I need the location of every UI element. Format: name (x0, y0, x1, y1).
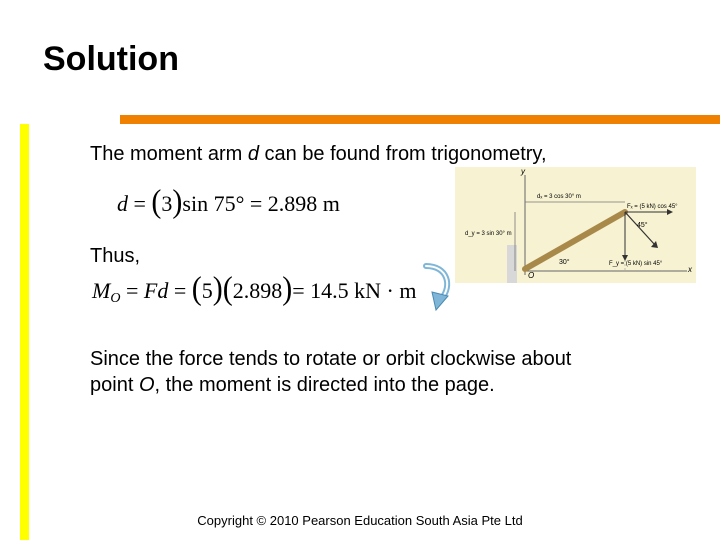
clockwise-rotation-icon (418, 262, 454, 314)
conclusion-l2-after: , the moment is directed into the page. (154, 374, 495, 396)
eq2-lhs: M (92, 278, 111, 303)
force-diagram (455, 167, 696, 283)
side-bar (20, 124, 29, 540)
eq1-value: 3 (161, 191, 173, 216)
conclusion-line-2 (90, 372, 571, 398)
equation-moment-arm: d = (3)sin 75° = 2.898 m (117, 183, 340, 220)
conclusion-l2-before: point (90, 374, 139, 396)
intro-text (90, 141, 547, 167)
diagram-angle-label: 30° (559, 259, 570, 266)
accent-bar (120, 115, 720, 124)
eq2-value-force: 5 (201, 278, 213, 303)
intro-after: can be found from trigonometry, (258, 143, 547, 165)
diagram-angle45-label: 45° (637, 222, 648, 229)
intro-before: The moment arm (90, 143, 248, 165)
thus-text: Thus, (90, 245, 141, 267)
eq1-lhs: d (117, 191, 128, 216)
conclusion-line-1: Since the force tends to rotate or orbit clockwise about (90, 348, 572, 370)
equation-moment: $M_O = Fd = (5)(2.898)= 14.5$ kN · m (92, 270, 417, 307)
conclusion-l2-var: O (138, 374, 155, 396)
eq1-equals: = (128, 191, 152, 216)
eq2-equals-a: = (120, 278, 144, 303)
eq2-equals-b: = (168, 278, 192, 303)
diagram-fx-label: Fₓ = (5 kN) cos 45° (627, 204, 678, 210)
diagram-fy-label: F_y = (5 kN) sin 45° (609, 261, 663, 267)
eq1-rest: sin 75° = 2.898 m (182, 191, 340, 216)
slide-title: Solution (43, 40, 179, 78)
diagram-dx-label: dₓ = 3 cos 30° m (537, 194, 581, 200)
conclusion-text (90, 346, 571, 398)
diagram-x-label: x (688, 265, 692, 274)
diagram-y-label: y (521, 167, 525, 176)
eq2-rest: = 14.5 kN · m (292, 278, 417, 303)
eq2-value-arm: 2.898 (232, 278, 283, 303)
diagram-dy-label: d_y = 3 sin 30° m (465, 231, 512, 237)
eq2-fd: Fd (143, 278, 169, 303)
diagram-origin-label: O (528, 271, 535, 280)
copyright-footer: Copyright © 2010 Pearson Education South Asia Pte Ltd (197, 513, 523, 528)
intro-var: d (247, 143, 259, 165)
eq2-lhs-sub: O (110, 291, 121, 306)
